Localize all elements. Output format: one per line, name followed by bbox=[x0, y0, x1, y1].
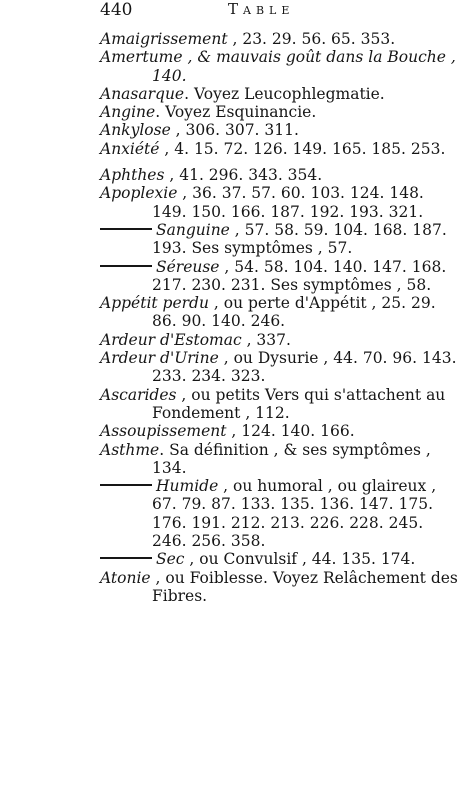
entry-term: Ankylose bbox=[100, 121, 171, 140]
index-entry bbox=[100, 422, 460, 440]
entry-term: Assoupissement bbox=[100, 422, 227, 441]
entry-refs: , ou petits Vers qui s'attachent au Fondement , 112. bbox=[152, 385, 446, 422]
index-subentry bbox=[100, 258, 460, 295]
index-entry bbox=[100, 166, 460, 184]
entry-term: Atonie bbox=[100, 568, 151, 587]
ditto-dash bbox=[100, 557, 152, 559]
entry-refs: , 36. 37. 57. 60. 103. 124. 148. 149. 150. 166. 187. 192. 193. 321. bbox=[152, 184, 424, 221]
entry-refs: , 4. 15. 72. 126. 149. 165. 185. 253. bbox=[159, 139, 446, 158]
index-entry bbox=[100, 441, 460, 478]
index-entry bbox=[100, 121, 460, 139]
entry-term: Amertume bbox=[100, 48, 183, 67]
entry-term: Amaigrissement bbox=[100, 30, 228, 48]
entry-refs: , & mauvais goût dans la Bouche , 140. bbox=[152, 48, 456, 85]
entry-term: Sanguine bbox=[156, 220, 230, 239]
entry-refs: . Voyez Leucophlegmatie. bbox=[184, 84, 385, 103]
page-number: 440 bbox=[100, 0, 133, 20]
ditto-dash bbox=[100, 228, 152, 230]
entry-term: Anasarque bbox=[100, 84, 185, 103]
index-entry bbox=[100, 48, 460, 85]
index-entry bbox=[100, 140, 460, 158]
entry-refs: , 41. 296. 343. 354. bbox=[164, 166, 323, 185]
entry-refs: , ou perte d'Appétit , 25. 29. 86. 90. 140. 246. bbox=[152, 294, 436, 331]
entry-term: Ardeur d'Estomac bbox=[100, 330, 242, 349]
index-entry bbox=[100, 85, 460, 103]
index-entries bbox=[100, 30, 460, 605]
index-subentry bbox=[100, 221, 460, 258]
entry-term: Apoplexie bbox=[100, 184, 178, 203]
entry-term: Sec bbox=[156, 550, 185, 569]
index-entry bbox=[100, 30, 460, 48]
entry-term: Appétit perdu bbox=[100, 294, 209, 313]
index-entry bbox=[100, 569, 460, 606]
index-entry bbox=[100, 184, 460, 221]
entry-term: Anxiété bbox=[100, 139, 160, 158]
entry-refs: , 54. 58. 104. 140. 147. 168. 217. 230. 231. Ses symptômes , 58. bbox=[152, 257, 447, 294]
entry-term: Asthme bbox=[100, 440, 160, 459]
index-entry bbox=[100, 386, 460, 423]
entry-term: Séreuse bbox=[156, 257, 220, 276]
page-header bbox=[100, 0, 430, 20]
entry-refs: , ou Dysurie , 44. 70. 96. 143. 233. 234. 323. bbox=[152, 349, 457, 386]
entry-refs: . Sa définition , & ses symptômes , 134. bbox=[152, 440, 431, 477]
entry-refs: , 57. 58. 59. 104. 168. 187. 193. Ses symptômes , 57. bbox=[152, 220, 447, 258]
entry-refs: , ou Foiblesse. Voyez Relâchement des Fibres. bbox=[150, 568, 458, 605]
index-subentry bbox=[100, 477, 460, 550]
ditto-dash bbox=[100, 484, 152, 486]
entry-refs: , 337. bbox=[241, 330, 291, 349]
index-subentry bbox=[100, 550, 460, 568]
entry-term: Humide bbox=[156, 477, 219, 496]
index-entry bbox=[100, 349, 460, 386]
index-entry bbox=[100, 331, 460, 349]
entry-refs: , 306. 307. 311. bbox=[170, 121, 299, 140]
entry-term: Angine bbox=[100, 103, 156, 122]
ditto-dash bbox=[100, 265, 152, 267]
index-entry bbox=[100, 294, 460, 331]
entry-refs: , ou Convulsif , 44. 135. 174. bbox=[184, 550, 416, 569]
entry-term: Aphthes bbox=[100, 166, 165, 185]
entry-term: Ardeur d'Urine bbox=[100, 349, 219, 368]
entry-refs: , 23. 29. 56. 65. 353. bbox=[227, 30, 396, 48]
running-title: Table bbox=[228, 0, 295, 18]
entry-refs: . Voyez Esquinancie. bbox=[155, 103, 317, 122]
entry-refs: , 124. 140. 166. bbox=[226, 422, 355, 441]
entry-term: Ascarides bbox=[100, 385, 177, 404]
index-entry bbox=[100, 103, 460, 121]
entry-refs: , ou humoral , ou glaireux , 67. 79. 87. 133. 135. 136. 147. 175. 176. 191. 212. 213. 226. 228. 245. 246. 256. 358. bbox=[152, 477, 437, 551]
